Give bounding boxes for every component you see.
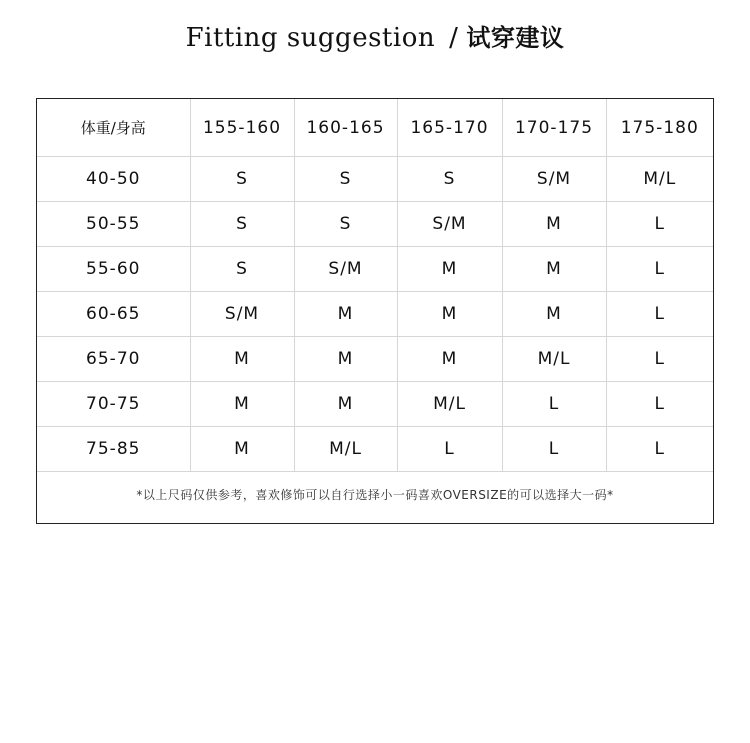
column-header: 170-175	[502, 99, 606, 157]
size-cell: L	[606, 427, 713, 472]
size-cell: M	[190, 427, 294, 472]
table-row	[37, 157, 713, 202]
title-separator: /	[449, 23, 459, 53]
size-cell: M/L	[294, 427, 397, 472]
size-cell: M	[190, 382, 294, 427]
page-title	[0, 20, 750, 56]
title-english: Fitting suggestion	[185, 23, 436, 53]
size-cell: L	[606, 337, 713, 382]
size-cell: S/M	[502, 157, 606, 202]
size-cell: L	[606, 247, 713, 292]
size-cell: L	[606, 292, 713, 337]
size-cell: L	[502, 382, 606, 427]
table-header-row	[37, 99, 713, 157]
table-row	[37, 382, 713, 427]
column-header: 160-165	[294, 99, 397, 157]
column-header: 175-180	[606, 99, 713, 157]
size-cell: M	[294, 382, 397, 427]
size-cell: M	[294, 337, 397, 382]
size-cell: S	[190, 247, 294, 292]
row-weight: 55-60	[37, 247, 190, 292]
size-cell: S/M	[190, 292, 294, 337]
row-weight: 75-85	[37, 427, 190, 472]
size-cell: M	[294, 292, 397, 337]
size-cell: M	[502, 202, 606, 247]
size-cell: L	[606, 382, 713, 427]
size-cell: S	[190, 157, 294, 202]
table-row	[37, 337, 713, 382]
size-cell: M/L	[397, 382, 502, 427]
size-table	[37, 99, 713, 472]
title-chinese: 试穿建议	[466, 24, 565, 52]
size-cell: L	[502, 427, 606, 472]
size-cell: L	[606, 202, 713, 247]
row-weight: 70-75	[37, 382, 190, 427]
size-cell: S	[294, 202, 397, 247]
size-cell: S	[294, 157, 397, 202]
table-row	[37, 292, 713, 337]
table-row	[37, 427, 713, 472]
size-cell: S/M	[397, 202, 502, 247]
column-header: 165-170	[397, 99, 502, 157]
size-cell: M	[502, 292, 606, 337]
size-cell: S/M	[294, 247, 397, 292]
row-weight: 40-50	[37, 157, 190, 202]
size-cell: M/L	[606, 157, 713, 202]
size-chart-table	[36, 98, 714, 524]
size-cell: M	[397, 337, 502, 382]
size-cell: L	[397, 427, 502, 472]
row-weight: 60-65	[37, 292, 190, 337]
size-cell: S	[190, 202, 294, 247]
size-cell: M	[190, 337, 294, 382]
table-row	[37, 247, 713, 292]
size-note: *以上尺码仅供参考，喜欢修饰可以自行选择小一码喜欢OVERSIZE的可以选择大一码*	[136, 488, 614, 502]
corner-label: 体重/身高	[37, 99, 190, 157]
row-weight: 50-55	[37, 202, 190, 247]
size-cell: M/L	[502, 337, 606, 382]
size-cell: M	[502, 247, 606, 292]
size-cell: M	[397, 292, 502, 337]
row-weight: 65-70	[37, 337, 190, 382]
size-cell: S	[397, 157, 502, 202]
size-cell: M	[397, 247, 502, 292]
table-row	[37, 202, 713, 247]
column-header: 155-160	[190, 99, 294, 157]
